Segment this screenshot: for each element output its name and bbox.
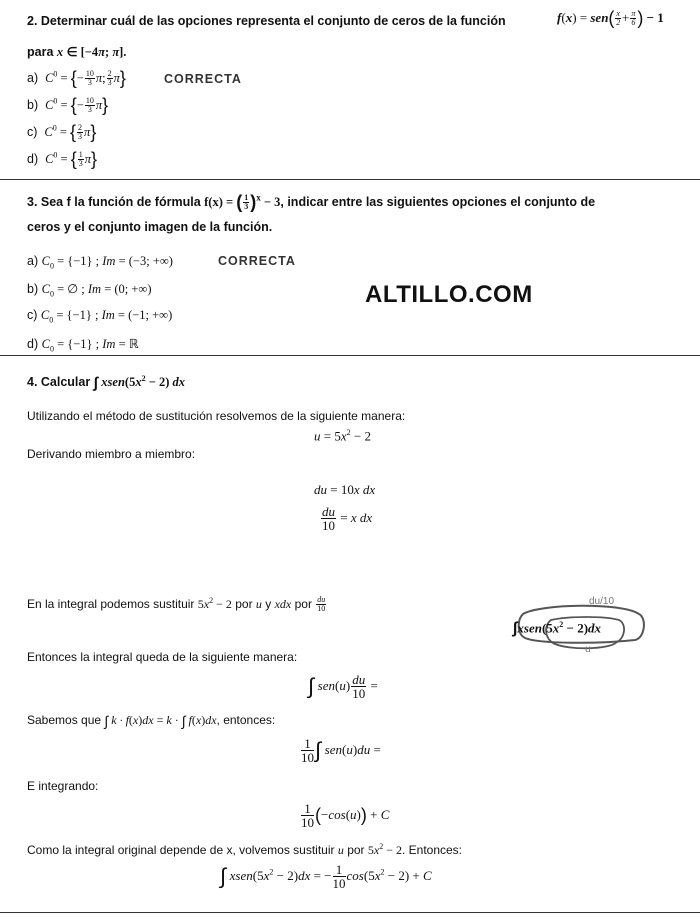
sketch-expression: $\int xsen(5x^2 - 2)dx$ <box>513 619 602 637</box>
q2-option-c: c) $C^0$ = { $\frac{2}{3}$ π} <box>27 122 97 142</box>
q4-paragraph-7: Como la integral original depende de x, volvemos sustituir u por $5x^2 - 2$. Entonces: <box>27 842 463 857</box>
q2-domain: para x ∈ [−4π; π]. <box>27 45 127 59</box>
q4-paragraph-1: Utilizando el método de sustitución resolvemos de la siguiente manera: <box>27 409 406 423</box>
q4-paragraph-3: En la integral podemos sustituir $5x^2 - 2$ por u y xdx por $\frac{du}{10}$ <box>27 595 326 614</box>
divider-q3-q4 <box>0 355 700 356</box>
q4-equation-final: ∫ $xsen(5x^2 - 2)dx$ = − $\frac{1}{10}$ $\cos(5x^2 - 2) + C$ <box>220 862 432 891</box>
q4-paragraph-6: E integrando: <box>27 779 99 793</box>
q2-correct-label: CORRECTA <box>164 72 242 86</box>
q3-correct-label: CORRECTA <box>218 254 296 268</box>
q3-option-b: b) $C_0$ = ∅ ; Im = (0; +∞) <box>27 282 152 299</box>
substitution-sketch <box>509 596 659 658</box>
q2-option-b: b) $C^0$ = {− $\frac{10}{3}$ π} <box>27 95 109 115</box>
q2-header: 2. Determinar cuál de las opciones representa el conjunto de ceros de la función <box>27 14 506 28</box>
sketch-du10-label: du/10 <box>589 596 615 607</box>
q4-equation-u: $u = 5x^2 - 2$ <box>314 428 371 444</box>
q4-equation-int2: $\frac{1}{10}$ ∫ sen(u)du = <box>301 736 381 765</box>
q3-header-line1: 3. Sea f la función de fórmula f(x) = ( $\frac{1}{3}$ )$^x$ − 3, indicar entre las siguientes opciones el conjunto de <box>27 192 596 212</box>
q4-equation-du: du = 10x dx <box>314 482 376 497</box>
q3-option-c: c) $C_0 = \{-1\}$ ; Im = (−1; +∞) <box>27 308 173 325</box>
q2-function: f(x) = sen( $\frac{x}{2}$ + $\frac{\pi}{6}$ ) − 1 <box>557 8 664 28</box>
q4-equation-du10: $\frac{du}{10}$ = x dx <box>322 504 373 533</box>
q3-header-line2: ceros y el conjunto imagen de la función. <box>27 220 273 234</box>
q2-option-d: d) $C^0$ = { $\frac{1}{3}$ π} <box>27 149 98 169</box>
q3-option-d: d) $C_0 = \{-1\}$ ; Im = ℝ <box>27 337 139 354</box>
q4-header: 4. Calcular ∫ $xsen(5x^2 - 2)$ dx <box>27 374 186 392</box>
q3-option-a: a) $C_0 = \{-1\}$ ; Im = (−3; +∞) <box>27 254 173 271</box>
q4-equation-int3: $\frac{1}{10}$ (−cos(u)) + C <box>301 801 390 830</box>
q4-paragraph-2: Derivando miembro a miembro: <box>27 447 196 461</box>
q4-paragraph-5: Sabemos que ∫ k · f(x)dx = k · ∫ f(x)dx, entonces: <box>27 712 276 729</box>
q4-equation-int1: ∫ sen(u) $\frac{du}{10}$ = <box>308 672 378 701</box>
q4-paragraph-4: Entonces la integral queda de la siguiente manera: <box>27 650 298 664</box>
q2-option-a: a) $C^0$ = {− $\frac{10}{3}$ π; $\frac{2}{3}$ π} <box>27 68 126 88</box>
bottom-divider <box>0 912 700 913</box>
divider-q2-q3 <box>0 179 700 180</box>
watermark: ALTILLO.COM <box>365 281 533 308</box>
sketch-u-label: u <box>585 644 591 655</box>
